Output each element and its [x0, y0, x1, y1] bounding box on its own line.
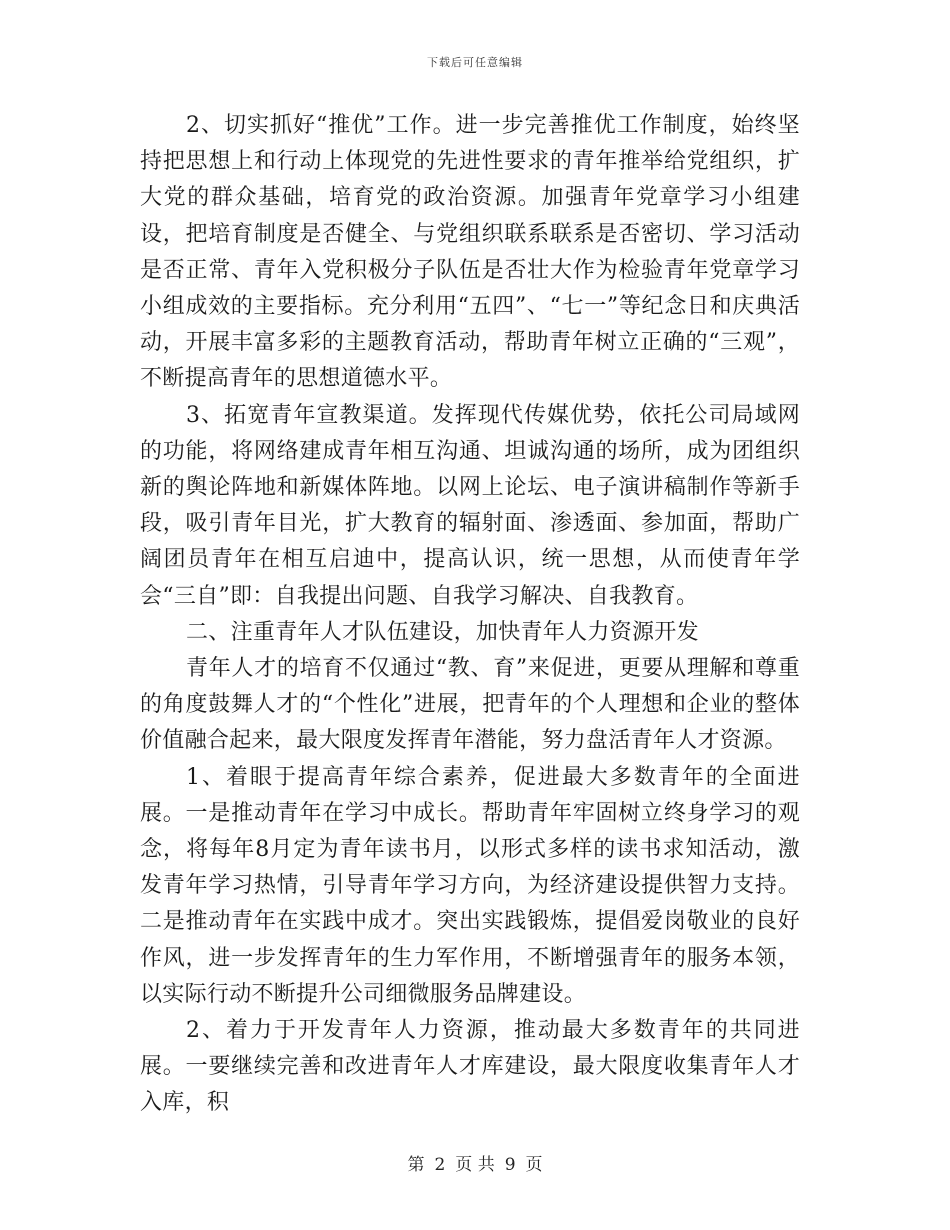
- footer-middle: 页 共: [455, 1155, 495, 1175]
- footer-current-page: 2: [434, 1155, 446, 1175]
- paragraph-xuanjiao: 3、拓宽青年宣教渠道。发挥现代传媒优势，依托公司局域网的功能，将网络建成青年相互沟通、坦诚沟通的场所，成为团组织新的舆论阵地和新媒体阵地。以网上论坛、电子演讲稿制作等新手段，吸引青年目光，扩大教育的辐射面、渗透面、参加面，帮助广阔团员青年在相互启迪中，提高认识，统一思想，从而使青年学会“三自”即：自我提出问题、自我学习解决、自我教育。: [140, 402, 800, 609]
- paragraph-talent-intro: 青年人才的培育不仅通过“教、育”来促进，更要从理解和尊重的角度鼓舞人才的“个性化”进展，把青年的个人理想和企业的整体价值融合起来，最大限度发挥青年潜能，努力盘活青年人才资源。: [140, 656, 800, 754]
- paragraph-tuiyou: 2、切实抓好“推优”工作。进一步完善推优工作制度，始终坚持把思想上和行动上体现党的先进性要求的青年推举给党组织，扩大党的群众基础，培育党的政治资源。加强青年党章学习小组建设，把培育制度是否健全、与党组织联系联系是否密切、学习活动是否正常、青年入党积极分子队伍是否壮大作为检验青年党章学习小组成效的主要指标。充分利用“五四”、“七一”等纪念日和庆典活动，开展丰富多彩的主题教育活动，帮助青年树立正确的“三观”，不断提高青年的思想道德水平。: [140, 113, 800, 392]
- footer-prefix: 第: [407, 1155, 425, 1175]
- document-body: [140, 108, 800, 1122]
- paragraph-suyang: 1、着眼于提高青年综合素养，促进最大多数青年的全面进展。一是推动青年在学习中成长。帮助青年牢固树立终身学习的观念，将每年8月定为青年读书月，以形式多样的读书求知活动，激发青年学习热情，引导青年学习方向，为经济建设提供智力支持。二是推动青年在实践中成才。突出实践锻炼，提倡爱岗敬业的良好作风，进一步发挥青年的生力军作用，不断增强青年的服务本领，以实际行动不断提升公司细微服务品牌建设。: [140, 764, 800, 1007]
- paragraph-renli-ziyuan: 2、着力于开发青年人力资源，推动最大多数青年的共同进展。一要继续完善和改进青年人才库建设，最大限度收集青年人才入库，积: [140, 1018, 800, 1116]
- footer-total-pages: 9: [504, 1155, 516, 1175]
- page-header-note: 下载后可任意编辑: [427, 56, 523, 69]
- footer-suffix: 页: [525, 1155, 543, 1175]
- section-heading-talent: 二、注重青年人才队伍建设，加快青年人力资源开发: [186, 619, 699, 645]
- page-footer: [0, 1150, 950, 1175]
